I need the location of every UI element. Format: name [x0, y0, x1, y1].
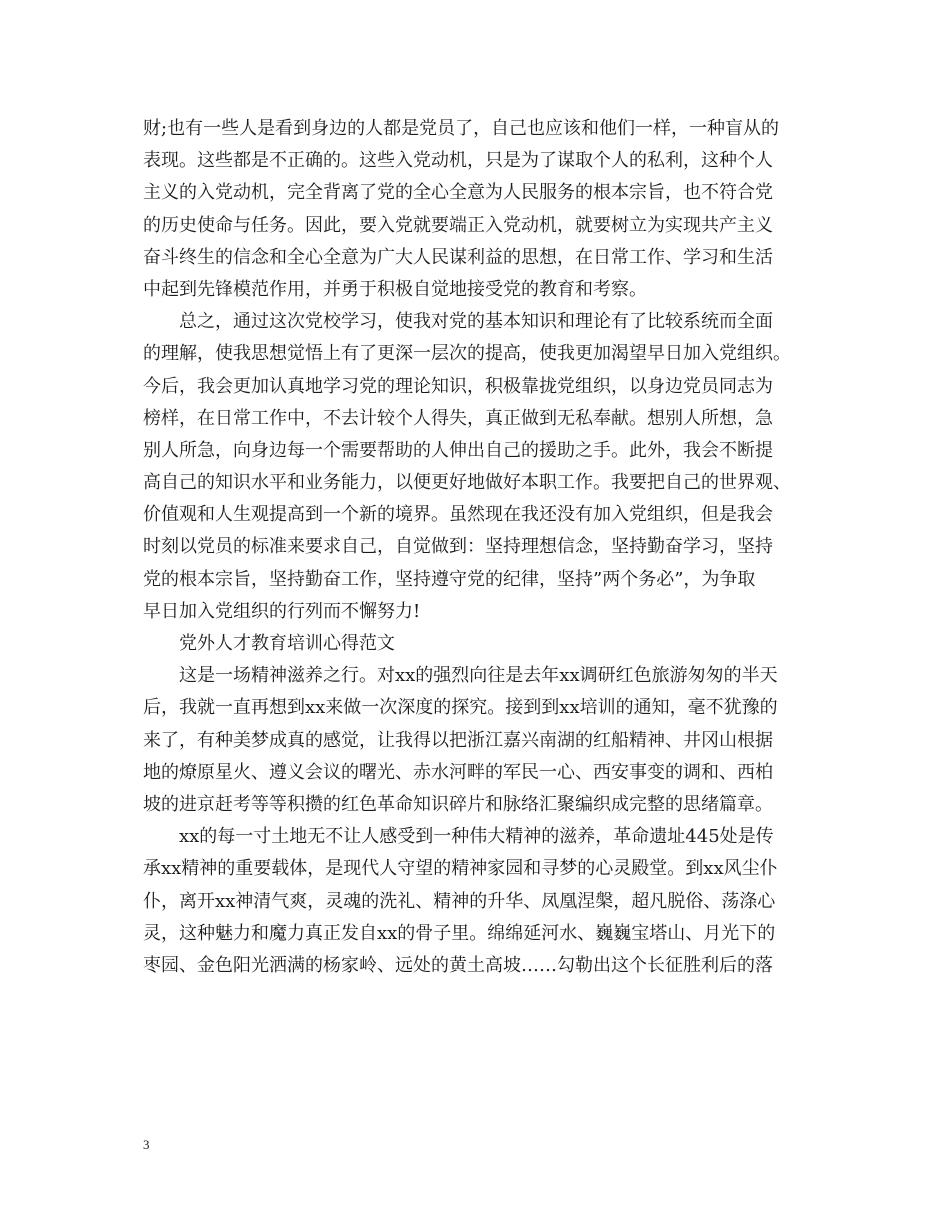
text-line: 奋斗终生的信念和全心全意为广大人民谋利益的思想，在日常工作、学习和生活 [143, 246, 773, 268]
text-line: 仆，离开xx神清气爽，灵魂的洗礼、精神的升华、凤凰涅槃，超凡脱俗、荡涤心 [143, 890, 776, 912]
text-line: 枣园、金色阳光洒满的杨家岭、远处的黄土高坡……勾勒出这个长征胜利后的落 [143, 954, 773, 976]
text-line: 灵，这种魅力和魔力真正发自xx的骨子里。绵绵延河水、巍巍宝塔山、月光下的 [143, 922, 776, 944]
text-line: 的理解，使我思想觉悟上有了更深一层次的提高，使我更加渴望早日加入党组织。 [143, 343, 791, 365]
text-line: 后，我就一直再想到xx来做一次深度的探究。接到到xx培训的通知，毫不犹豫的 [143, 697, 778, 719]
text-line: 早日加入党组织的行列而不懈努力! [143, 600, 421, 622]
text-line: 价值观和人生观提高到一个新的境界。虽然现在我还没有加入党组织，但是我会 [143, 504, 773, 526]
text-line: 主义的入党动机，完全背离了党的全心全意为人民服务的根本宗旨，也不符合党 [143, 182, 773, 204]
paragraph-start-line: 这是一场精神滋养之行。对xx的强烈向往是去年xx调研红色旅游匆匆的半天 [179, 665, 778, 687]
text-line: 来了，有种美梦成真的感觉，让我得以把浙江嘉兴南湖的红船精神、井冈山根据 [143, 729, 773, 751]
text-line: 党的根本宗旨，坚持勤奋工作，坚持遵守党的纪律，坚持”两个务必”，为争取 [143, 568, 756, 590]
text-line: 高自己的知识水平和业务能力，以便更好地做好本职工作。我要把自己的世界观、 [143, 472, 791, 494]
section-title: 党外人才教育培训心得范文 [179, 633, 395, 654]
body-text [143, 113, 811, 982]
text-line: 的历史使命与任务。因此，要入党就要端正入党动机，就要树立为实现共产主义 [143, 214, 773, 236]
paragraph-start-line: xx的每一寸土地无不让人感受到一种伟大精神的滋养，革命遗址445处是传 [179, 826, 774, 848]
page-number: 3 [143, 1137, 150, 1152]
text-line: 时刻以党员的标准来要求自己，自觉做到：坚持理想信念，坚持勤奋学习，坚持 [143, 536, 773, 558]
text-line: 财;也有一些人是看到身边的人都是党员了，自己也应该和他们一样，一种盲从的 [143, 118, 780, 139]
text-line: 坡的进京赶考等等积攒的红色革命知识碎片和脉络汇聚编织成完整的思绪篇章。 [143, 793, 773, 815]
text-line: 地的燎原星火、遵义会议的曙光、赤水河畔的军民一心、西安事变的调和、西柏 [143, 761, 773, 783]
text-line: 榜样，在日常工作中，不去计较个人得失，真正做到无私奉献。想别人所想，急 [143, 407, 773, 429]
text-line: 别人所急，向身边每一个需要帮助的人伸出自己的援助之手。此外，我会不断提 [143, 439, 773, 461]
text-line: 承xx精神的重要载体，是现代人守望的精神家园和寻梦的心灵殿堂。到xx风尘仆 [143, 858, 778, 880]
text-line: 表现。这些都是不正确的。这些入党动机，只是为了谋取个人的私利，这种个人 [143, 150, 773, 172]
text-line: 中起到先锋模范作用，并勇于积极自觉地接受党的教育和考察。 [143, 278, 647, 300]
paragraph-start-line: 总之，通过这次党校学习，使我对党的基本知识和理论有了比较系统而全面 [179, 311, 773, 333]
text-line: 今后，我会更加认真地学习党的理论知识，积极靠拢党组织，以身边党员同志为 [143, 375, 773, 397]
